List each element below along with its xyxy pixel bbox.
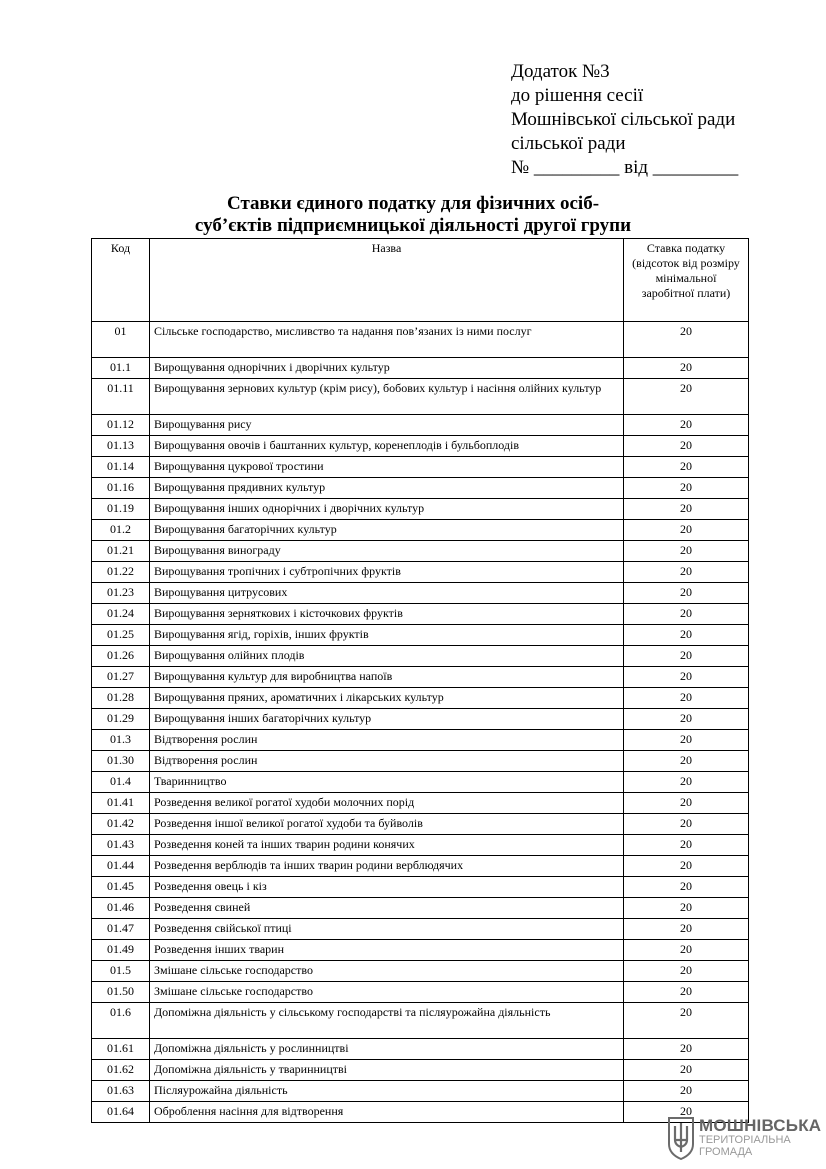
table-row xyxy=(92,499,749,520)
row-code: 01.22 xyxy=(92,562,150,583)
row-rate: 20 xyxy=(624,583,749,604)
table-row xyxy=(92,961,749,982)
row-name: Допоміжна діяльність у сільському господарстві та післяурожайна діяльність xyxy=(150,1003,624,1039)
row-rate: 20 xyxy=(624,478,749,499)
table-row xyxy=(92,667,749,688)
row-rate: 20 xyxy=(624,1102,749,1123)
row-code: 01.47 xyxy=(92,919,150,940)
row-code: 01.1 xyxy=(92,358,150,379)
table-row xyxy=(92,541,749,562)
row-rate: 20 xyxy=(624,1081,749,1102)
row-rate: 20 xyxy=(624,541,749,562)
table-row xyxy=(92,709,749,730)
tax-rates-table xyxy=(91,238,749,1123)
table-row xyxy=(92,322,749,358)
row-code: 01.16 xyxy=(92,478,150,499)
row-code: 01.6 xyxy=(92,1003,150,1039)
table-row xyxy=(92,436,749,457)
document-title xyxy=(0,193,826,237)
table-row xyxy=(92,982,749,1003)
row-name: Сільське господарство, мисливство та надання пов’язаних із ними послуг xyxy=(150,322,624,358)
row-code: 01.29 xyxy=(92,709,150,730)
row-code: 01.19 xyxy=(92,499,150,520)
logo-title: МОШНІВСЬКА xyxy=(699,1116,822,1135)
row-code: 01.13 xyxy=(92,436,150,457)
row-rate: 20 xyxy=(624,919,749,940)
table-row xyxy=(92,625,749,646)
row-name: Вирощування зерняткових і кісточкових фруктів xyxy=(150,604,624,625)
row-code: 01.11 xyxy=(92,379,150,415)
row-name: Оброблення насіння для відтворення xyxy=(150,1102,624,1123)
table-row xyxy=(92,562,749,583)
row-rate: 20 xyxy=(624,772,749,793)
table-header-row xyxy=(92,239,749,322)
row-rate: 20 xyxy=(624,877,749,898)
table-row xyxy=(92,877,749,898)
row-name: Вирощування прядивних культур xyxy=(150,478,624,499)
row-code: 01.61 xyxy=(92,1039,150,1060)
row-rate: 20 xyxy=(624,562,749,583)
row-rate: 20 xyxy=(624,793,749,814)
header-name: Назва xyxy=(150,239,624,322)
appendix-number: Додаток №3 xyxy=(511,61,610,82)
row-rate: 20 xyxy=(624,667,749,688)
trident-coat-of-arms-icon xyxy=(666,1116,696,1160)
row-code: 01.41 xyxy=(92,793,150,814)
row-rate: 20 xyxy=(624,982,749,1003)
table-row xyxy=(92,688,749,709)
header-rate: Ставка податку (відсоток від розміру мінімальної заробітної плати) xyxy=(624,239,749,322)
row-code: 01.12 xyxy=(92,415,150,436)
table-row xyxy=(92,1081,749,1102)
row-rate: 20 xyxy=(624,499,749,520)
row-name: Розведення свиней xyxy=(150,898,624,919)
table-row xyxy=(92,478,749,499)
row-rate: 20 xyxy=(624,1060,749,1081)
row-name: Вирощування овочів і баштанних культур, коренеплодів і бульбоплодів xyxy=(150,436,624,457)
row-name: Розведення коней та інших тварин родини конячих xyxy=(150,835,624,856)
table-row xyxy=(92,898,749,919)
table-row xyxy=(92,793,749,814)
table-row xyxy=(92,583,749,604)
logo-subtitle-1: ТЕРИТОРІАЛЬНА xyxy=(699,1134,791,1146)
logo-subtitle-2: ГРОМАДА xyxy=(699,1146,753,1158)
row-rate: 20 xyxy=(624,379,749,415)
row-name: Вирощування інших багаторічних культур xyxy=(150,709,624,730)
row-name: Тваринництво xyxy=(150,772,624,793)
row-name: Вирощування культур для виробництва напоїв xyxy=(150,667,624,688)
row-code: 01.14 xyxy=(92,457,150,478)
table-row xyxy=(92,772,749,793)
row-code: 01.44 xyxy=(92,856,150,877)
row-name: Змішане сільське господарство xyxy=(150,961,624,982)
row-code: 01.62 xyxy=(92,1060,150,1081)
row-name: Вирощування тропічних і субтропічних фруктів xyxy=(150,562,624,583)
row-code: 01.30 xyxy=(92,751,150,772)
row-name: Післяурожайна діяльність xyxy=(150,1081,624,1102)
row-rate: 20 xyxy=(624,940,749,961)
table-row xyxy=(92,940,749,961)
row-code: 01.49 xyxy=(92,940,150,961)
row-code: 01.45 xyxy=(92,877,150,898)
row-code: 01.42 xyxy=(92,814,150,835)
table-row xyxy=(92,1060,749,1081)
row-name: Вирощування пряних, ароматичних і лікарських культур xyxy=(150,688,624,709)
row-rate: 20 xyxy=(624,1003,749,1039)
row-name: Вирощування рису xyxy=(150,415,624,436)
table-row xyxy=(92,919,749,940)
row-rate: 20 xyxy=(624,898,749,919)
row-code: 01.3 xyxy=(92,730,150,751)
table-row xyxy=(92,1102,749,1123)
title-line-2: суб’єктів підприємницької діяльності другої групи xyxy=(194,215,632,236)
row-rate: 20 xyxy=(624,961,749,982)
row-rate: 20 xyxy=(624,604,749,625)
row-code: 01.43 xyxy=(92,835,150,856)
row-code: 01.63 xyxy=(92,1081,150,1102)
row-name: Вирощування багаторічних культур xyxy=(150,520,624,541)
row-rate: 20 xyxy=(624,1039,749,1060)
row-name: Вирощування олійних плодів xyxy=(150,646,624,667)
table-row xyxy=(92,1039,749,1060)
row-name: Розведення великої рогатої худоби молочних порід xyxy=(150,793,624,814)
row-rate: 20 xyxy=(624,730,749,751)
table-row xyxy=(92,1003,749,1039)
row-rate: 20 xyxy=(624,814,749,835)
row-rate: 20 xyxy=(624,415,749,436)
header-code: Код xyxy=(92,239,150,322)
row-name: Вирощування цукрової тростини xyxy=(150,457,624,478)
table-row xyxy=(92,856,749,877)
row-name: Вирощування ягід, горіхів, інших фруктів xyxy=(150,625,624,646)
row-name: Розведення верблюдів та інших тварин родини верблюдячих xyxy=(150,856,624,877)
row-name: Допоміжна діяльність у тваринництві xyxy=(150,1060,624,1081)
table-row xyxy=(92,730,749,751)
row-name: Відтворення рослин xyxy=(150,751,624,772)
appendix-council-2: сільської ради xyxy=(511,133,626,154)
row-rate: 20 xyxy=(624,436,749,457)
row-code: 01.46 xyxy=(92,898,150,919)
row-code: 01.50 xyxy=(92,982,150,1003)
row-rate: 20 xyxy=(624,322,749,358)
table-row xyxy=(92,358,749,379)
row-rate: 20 xyxy=(624,751,749,772)
row-name: Вирощування цитрусових xyxy=(150,583,624,604)
table-row xyxy=(92,814,749,835)
appendix-council: Мошнівської сільської ради xyxy=(511,109,736,130)
row-code: 01 xyxy=(92,322,150,358)
table-row xyxy=(92,835,749,856)
row-code: 01.24 xyxy=(92,604,150,625)
row-name: Допоміжна діяльність у рослинництві xyxy=(150,1039,624,1060)
table-row xyxy=(92,646,749,667)
row-code: 01.21 xyxy=(92,541,150,562)
row-rate: 20 xyxy=(624,457,749,478)
row-rate: 20 xyxy=(624,358,749,379)
title-line-1: Ставки єдиного податку для фізичних осіб- xyxy=(226,193,600,214)
row-rate: 20 xyxy=(624,835,749,856)
row-rate: 20 xyxy=(624,709,749,730)
row-code: 01.28 xyxy=(92,688,150,709)
table-row xyxy=(92,520,749,541)
row-code: 01.23 xyxy=(92,583,150,604)
row-code: 01.4 xyxy=(92,772,150,793)
row-name: Розведення овець і кіз xyxy=(150,877,624,898)
row-name: Розведення свійської птиці xyxy=(150,919,624,940)
table-row xyxy=(92,457,749,478)
row-rate: 20 xyxy=(624,646,749,667)
table-row xyxy=(92,751,749,772)
row-rate: 20 xyxy=(624,856,749,877)
row-code: 01.27 xyxy=(92,667,150,688)
row-code: 01.25 xyxy=(92,625,150,646)
row-name: Розведення іншої великої рогатої худоби та буйволів xyxy=(150,814,624,835)
row-name: Змішане сільське господарство xyxy=(150,982,624,1003)
row-rate: 20 xyxy=(624,520,749,541)
row-rate: 20 xyxy=(624,688,749,709)
row-rate: 20 xyxy=(624,625,749,646)
row-name: Вирощування інших однорічних і дворічних культур xyxy=(150,499,624,520)
row-name: Вирощування винограду xyxy=(150,541,624,562)
row-code: 01.5 xyxy=(92,961,150,982)
table-row xyxy=(92,415,749,436)
row-code: 01.64 xyxy=(92,1102,150,1123)
row-name: Вирощування зернових культур (крім рису), бобових культур і насіння олійних культур xyxy=(150,379,624,415)
row-name: Відтворення рослин xyxy=(150,730,624,751)
table-row xyxy=(92,604,749,625)
table-row xyxy=(92,379,749,415)
row-name: Розведення інших тварин xyxy=(150,940,624,961)
row-code: 01.2 xyxy=(92,520,150,541)
community-logo xyxy=(666,1116,822,1160)
appendix-header xyxy=(511,60,738,180)
appendix-number-date: № _________ від _________ xyxy=(511,157,739,178)
row-name: Вирощування однорічних і дворічних культур xyxy=(150,358,624,379)
appendix-decision: до рішення сесії xyxy=(511,85,644,106)
row-code: 01.26 xyxy=(92,646,150,667)
